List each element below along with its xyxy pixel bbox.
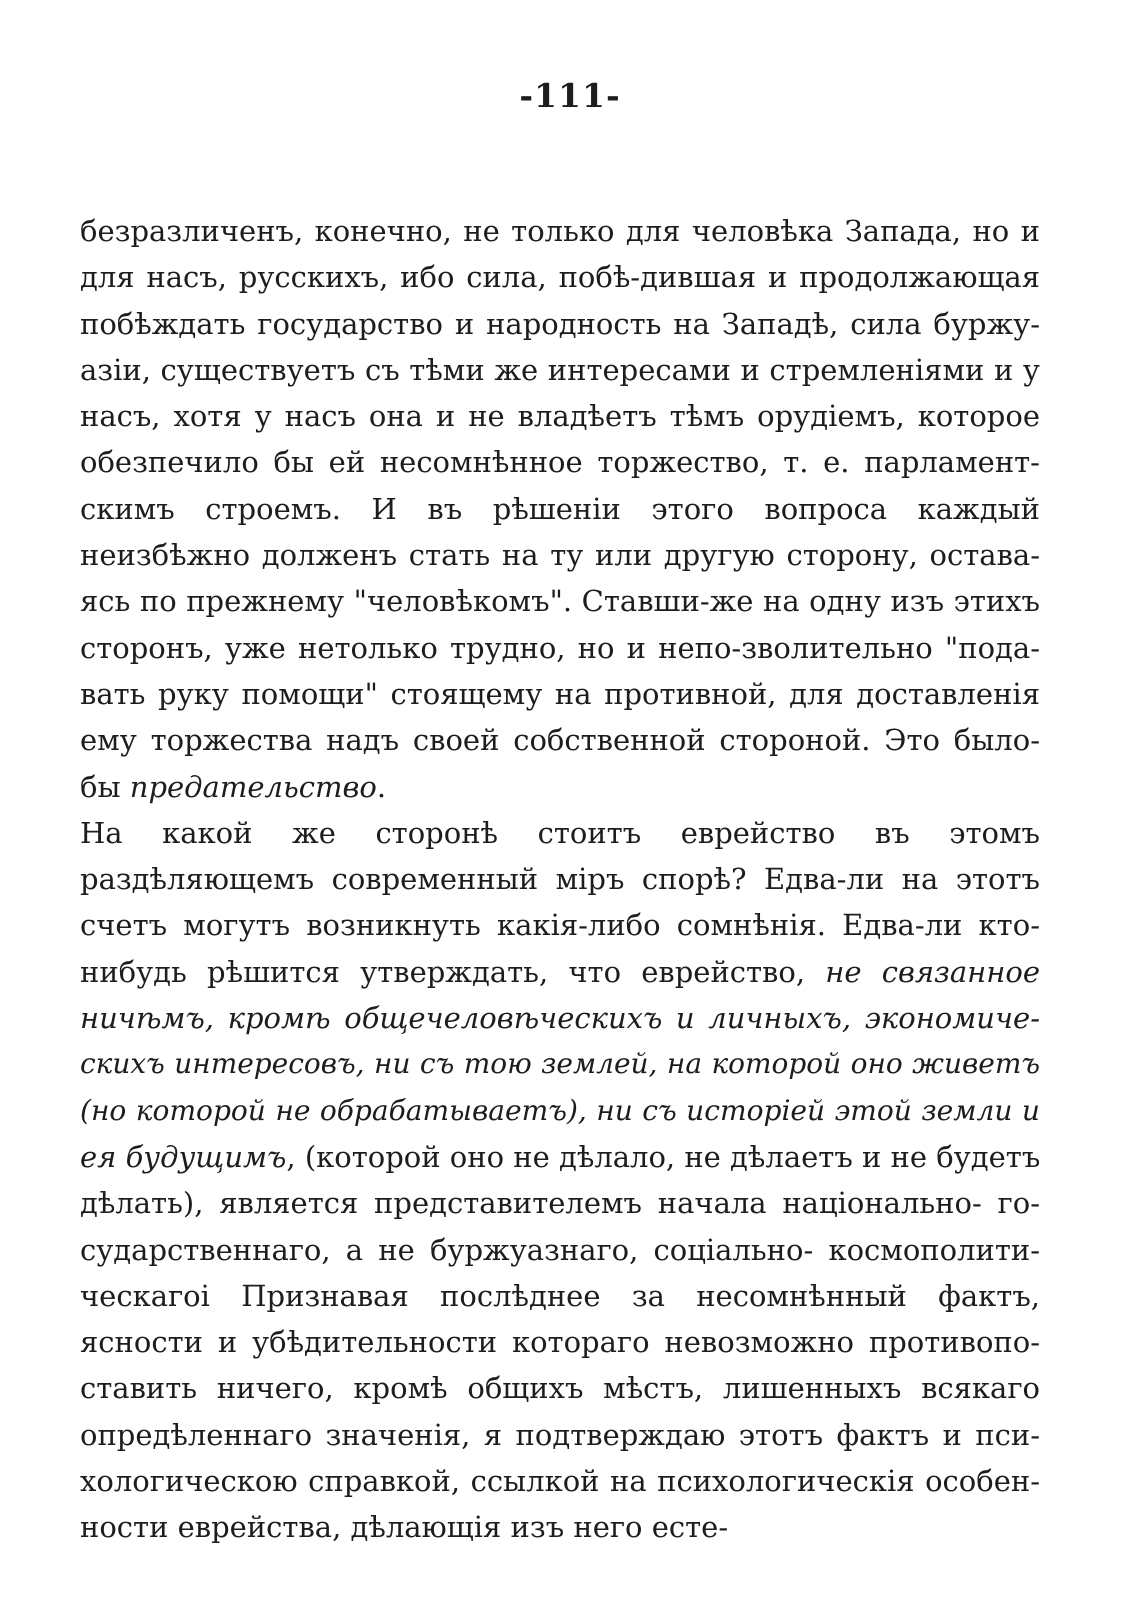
text-segment: ясности и убѣдительности котораго невозможно противопо- — [80, 1325, 1040, 1360]
text-line — [80, 810, 1040, 856]
text-line — [80, 949, 1040, 995]
text-segment: , (которой оно не дѣлало, не дѣлаетъ и не будетъ — [286, 1139, 1041, 1174]
text-line — [80, 1319, 1040, 1365]
text-line — [80, 1088, 1040, 1134]
text-line — [80, 1180, 1040, 1226]
text-line — [80, 671, 1040, 717]
text-segment: раздѣляющемъ современный міръ спорѣ? Едва-ли на этотъ — [80, 862, 1040, 897]
text-segment: безразличенъ, конечно, не только для человѣка Запада, но и — [80, 214, 1040, 248]
text-segment: сторонъ, уже нетолько трудно, но и непо-зволительно "пода- — [80, 630, 1040, 665]
text-line — [80, 1412, 1040, 1458]
text-segment: ческагоі Признавая послѣднее за несомнѣнный фактъ, — [80, 1278, 1040, 1313]
text-segment: дѣлать), является представителемъ начала національно- го- — [80, 1186, 1040, 1221]
body-text — [80, 208, 1040, 1551]
text-line — [80, 856, 1040, 902]
text-line — [80, 347, 1040, 393]
text-segment: ставить ничего, кромѣ общихъ мѣстъ, лишенныхъ всякаго — [80, 1371, 1040, 1406]
text-line — [80, 208, 1040, 254]
text-segment: ему торжества надъ своей собственной стороной. Это было- — [80, 723, 1040, 758]
text-line — [80, 902, 1040, 948]
text-line — [80, 439, 1040, 485]
text-segment: скимъ строемъ. И въ рѣшеніи этого вопроса каждый — [80, 491, 1040, 526]
text-line — [80, 1504, 1040, 1550]
text-line — [80, 1041, 1040, 1087]
italic-text-segment: ничѣмъ, кромѣ общечеловѣческихъ и личныхъ, экономиче- — [80, 1001, 1040, 1036]
text-segment: насъ, хотя у насъ она и не владѣетъ тѣмъ орудіемъ, которое — [80, 399, 1040, 434]
text-segment: нибудь рѣшится утверждать, что еврейство, — [80, 954, 826, 989]
italic-text-segment: (но которой не обрабатываетъ), ни съ исторіей этой земли и — [80, 1093, 1040, 1127]
text-segment: азіи, существуетъ съ тѣми же интересами и стремленіями и у — [80, 352, 1040, 387]
text-line — [80, 1365, 1040, 1411]
text-segment: побѣждать государство и народность на Западѣ, сила буржу- — [80, 306, 1040, 341]
text-line — [80, 625, 1040, 671]
text-segment: опредѣленнаго значенія, я подтверждаю этотъ фактъ и пси- — [80, 1417, 1040, 1452]
text-segment: неизбѣжно долженъ стать на ту или другую сторону, остава- — [80, 538, 1040, 573]
text-line — [80, 393, 1040, 439]
text-segment: вать руку помощи" стоящему на противной, для доставленія — [80, 676, 1040, 711]
text-segment: ясь по прежнему "человѣкомъ". Ставши-же на одну изъ этихъ — [80, 584, 1040, 619]
text-segment: На какой же сторонѣ стоитъ еврейство въ этомъ — [80, 815, 1040, 850]
text-line — [80, 717, 1040, 763]
italic-text-segment: предательство — [129, 769, 377, 804]
text-segment: для насъ, русскихъ, ибо сила, побѣ-дившая и продолжающая — [80, 260, 1040, 295]
text-line — [80, 254, 1040, 300]
text-line — [80, 578, 1040, 624]
text-line — [80, 486, 1040, 532]
text-segment: ности еврейства, дѣлающія изъ него есте- — [80, 1510, 729, 1545]
text-line — [80, 532, 1040, 578]
text-segment: счетъ могутъ возникнуть какія-либо сомнѣнія. Едва-ли кто- — [80, 908, 1040, 943]
italic-text-segment: скихъ интересовъ, ни съ тою землей, на которой оно живетъ — [80, 1047, 1040, 1081]
text-segment: обезпечило бы ей несомнѣнное торжество, т. е. парламент- — [80, 445, 1040, 480]
text-line — [80, 1227, 1040, 1273]
text-line — [80, 1458, 1040, 1504]
italic-text-segment: ея будущимъ — [80, 1139, 287, 1174]
text-line — [80, 1273, 1040, 1319]
text-line — [80, 1134, 1040, 1180]
text-line — [80, 301, 1040, 347]
page-number: -111- — [519, 76, 621, 115]
text-segment: сударственнаго, а не буржуазнаго, соціально- космополити- — [80, 1232, 1040, 1267]
text-line — [80, 764, 1040, 810]
text-segment: бы — [80, 769, 130, 804]
text-line — [80, 995, 1040, 1041]
text-segment: . — [376, 769, 387, 804]
italic-text-segment: не связанное — [825, 954, 1040, 989]
text-segment: хологическою справкой, ссылкой на психологическія особен- — [80, 1464, 1040, 1499]
